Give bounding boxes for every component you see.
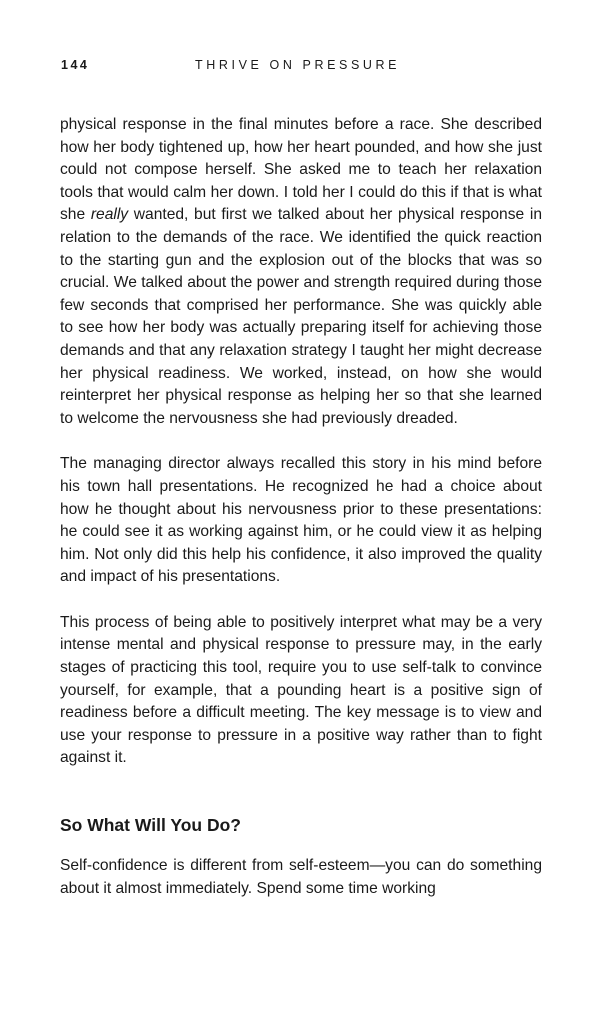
paragraph-self-confidence: Self-confidence is different from self-esteem—you can do something about it almost immediately. Spend some time working	[60, 857, 542, 897]
paragraph-interpret-response: This process of being able to positively interpret what may be a very intense mental and physical response to pressure may, in the early stages of practicing this tool, require you to use self-talk to convince yourself, for example, that a pounding heart is a positive sign of readiness before a difficult meeting. The key message is to view and use your response to pressure in a positive way rather than to fight against it.	[60, 613, 542, 767]
paragraph-managing-director: The managing director always recalled this story in his mind before his town hall presentations. He recognized he had a choice about how he thought about his nervousness prior to these presentations: he could see it as working against him, or he could view it as helping him. Not only did this help his confidence, it also improved the quality and impact of his presentations.	[60, 455, 542, 586]
paragraph-sprinter-story	[60, 114, 542, 430]
paragraph-text: physical response in the final minutes before a race. She described how her body tightened up, how her heart pounded, and how she just could not compose herself. She asked me to teach her relaxation tools that would calm her down. I told her I could do this if that is what she	[60, 116, 542, 224]
section-heading: So What Will You Do?	[60, 815, 241, 836]
running-head	[61, 56, 541, 74]
page-number: 144	[61, 58, 90, 72]
paragraph-text: wanted, but first we talked about her physical response in relation to the demands of the race. We identified the quick reaction to the starting gun and the explosion out of the blocks that was so crucial. We talked about the power and strength required during those few seconds that comprised her performance. She was quickly able to see how her body was actually preparing itself for achieving those demands and that any relaxation strategy I taught her might decrease her physical readiness. We worked, instead, on how she would reinterpret her physical response as helping her so that she learned to welcome the nervousness she had previously dreaded.	[60, 206, 542, 427]
emphasized-word: really	[90, 206, 129, 224]
body-text	[60, 114, 542, 900]
book-title: THRIVE ON PRESSURE	[195, 58, 401, 72]
